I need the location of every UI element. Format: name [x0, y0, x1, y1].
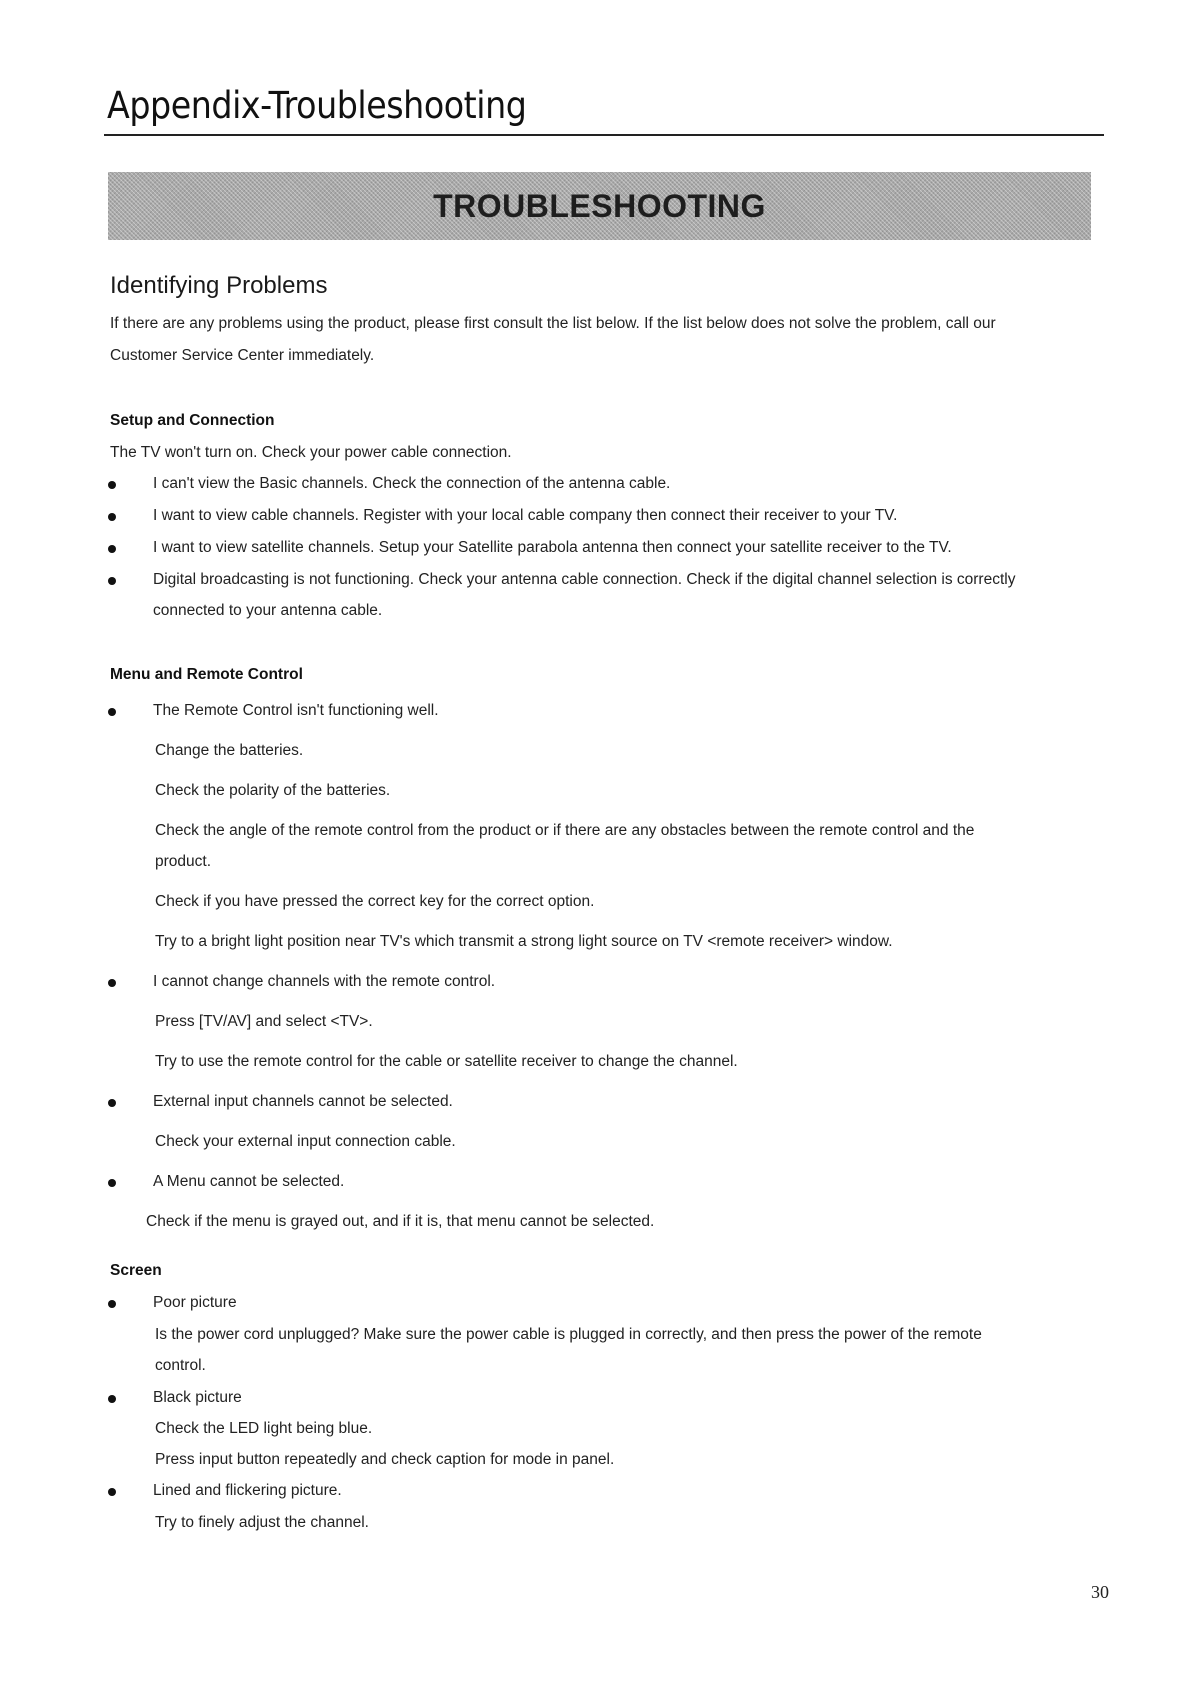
menu-item: The Remote Control isn't functioning well. [153, 702, 439, 719]
page-number: 30 [1091, 1582, 1109, 1602]
screen-item: Poor picture [153, 1294, 237, 1311]
bullet-icon [108, 708, 116, 716]
banner-text: TROUBLESHOOTING [433, 187, 766, 224]
screen-detail: Press input button repeatedly and check caption for mode in panel. [155, 1451, 615, 1468]
menu-detail: Try to use the remote control for the cable or satellite receiver to change the channel. [155, 1053, 738, 1070]
setup-item: I can't view the Basic channels. Check the connection of the antenna cable. [153, 475, 671, 492]
setup-item: I want to view satellite channels. Setup your Satellite parabola antenna then connect your satellite receiver to the TV. [153, 539, 952, 556]
bullet-icon [108, 1488, 116, 1496]
bullet-icon [108, 513, 116, 521]
bullet-icon [108, 545, 116, 553]
troubleshooting-banner [108, 172, 1091, 240]
screen-detail: Try to finely adjust the channel. [155, 1514, 369, 1531]
screen-detail: Check the LED light being blue. [155, 1420, 373, 1437]
screen-item: Lined and flickering picture. [153, 1482, 342, 1499]
menu-item: I cannot change channels with the remote control. [153, 973, 496, 990]
menu-item: A Menu cannot be selected. [153, 1173, 345, 1190]
screen-detail: control. [155, 1357, 206, 1374]
intro-paragraph [110, 308, 1110, 372]
bullet-icon [108, 979, 116, 987]
setup-item-continued: connected to your antenna cable. [153, 602, 383, 619]
bullet-icon [108, 1300, 116, 1308]
menu-detail: Check if the menu is grayed out, and if it is, that menu cannot be selected. [146, 1213, 655, 1230]
screen-detail: Is the power cord unplugged? Make sure the power cable is plugged in correctly, and then press the power of the remote [155, 1326, 982, 1343]
menu-detail: Check the polarity of the batteries. [155, 782, 391, 799]
page-title: Appendix-Troubleshooting [107, 84, 527, 127]
bullet-icon [108, 1395, 116, 1403]
intro-line-1: If there are any problems using the product, please first consult the list below. If the list below does not solve the problem, call our [110, 315, 996, 332]
setup-lead: The TV won't turn on. Check your power cable connection. [110, 444, 512, 461]
menu-detail: Change the batteries. [155, 742, 304, 759]
menu-detail: product. [155, 853, 212, 870]
menu-item: External input channels cannot be selected. [153, 1093, 453, 1110]
menu-detail: Check if you have pressed the correct key for the correct option. [155, 893, 595, 910]
setup-item: Digital broadcasting is not functioning. Check your antenna cable connection. Check if the digital channel selection is correctly [153, 571, 1016, 588]
bullet-icon [108, 1179, 116, 1187]
menu-detail: Check the angle of the remote control from the product or if there are any obstacles between the remote control and the [155, 822, 975, 839]
bullet-icon [108, 481, 116, 489]
setup-heading: Setup and Connection [110, 412, 275, 429]
screen-heading: Screen [110, 1262, 162, 1279]
bullet-icon [108, 577, 116, 585]
menu-detail: Check your external input connection cable. [155, 1133, 456, 1150]
title-divider [104, 134, 1104, 136]
intro-line-2: Customer Service Center immediately. [110, 347, 375, 364]
menu-detail: Press [TV/AV] and select <TV>. [155, 1013, 373, 1030]
setup-item: I want to view cable channels. Register with your local cable company then connect their receiver to your TV. [153, 507, 898, 524]
screen-item: Black picture [153, 1389, 242, 1406]
menu-detail: Try to a bright light position near TV's which transmit a strong light source on TV <remote receiver> window. [155, 933, 893, 950]
menu-heading: Menu and Remote Control [110, 666, 303, 683]
bullet-icon [108, 1099, 116, 1107]
section-heading: Identifying Problems [110, 272, 328, 299]
